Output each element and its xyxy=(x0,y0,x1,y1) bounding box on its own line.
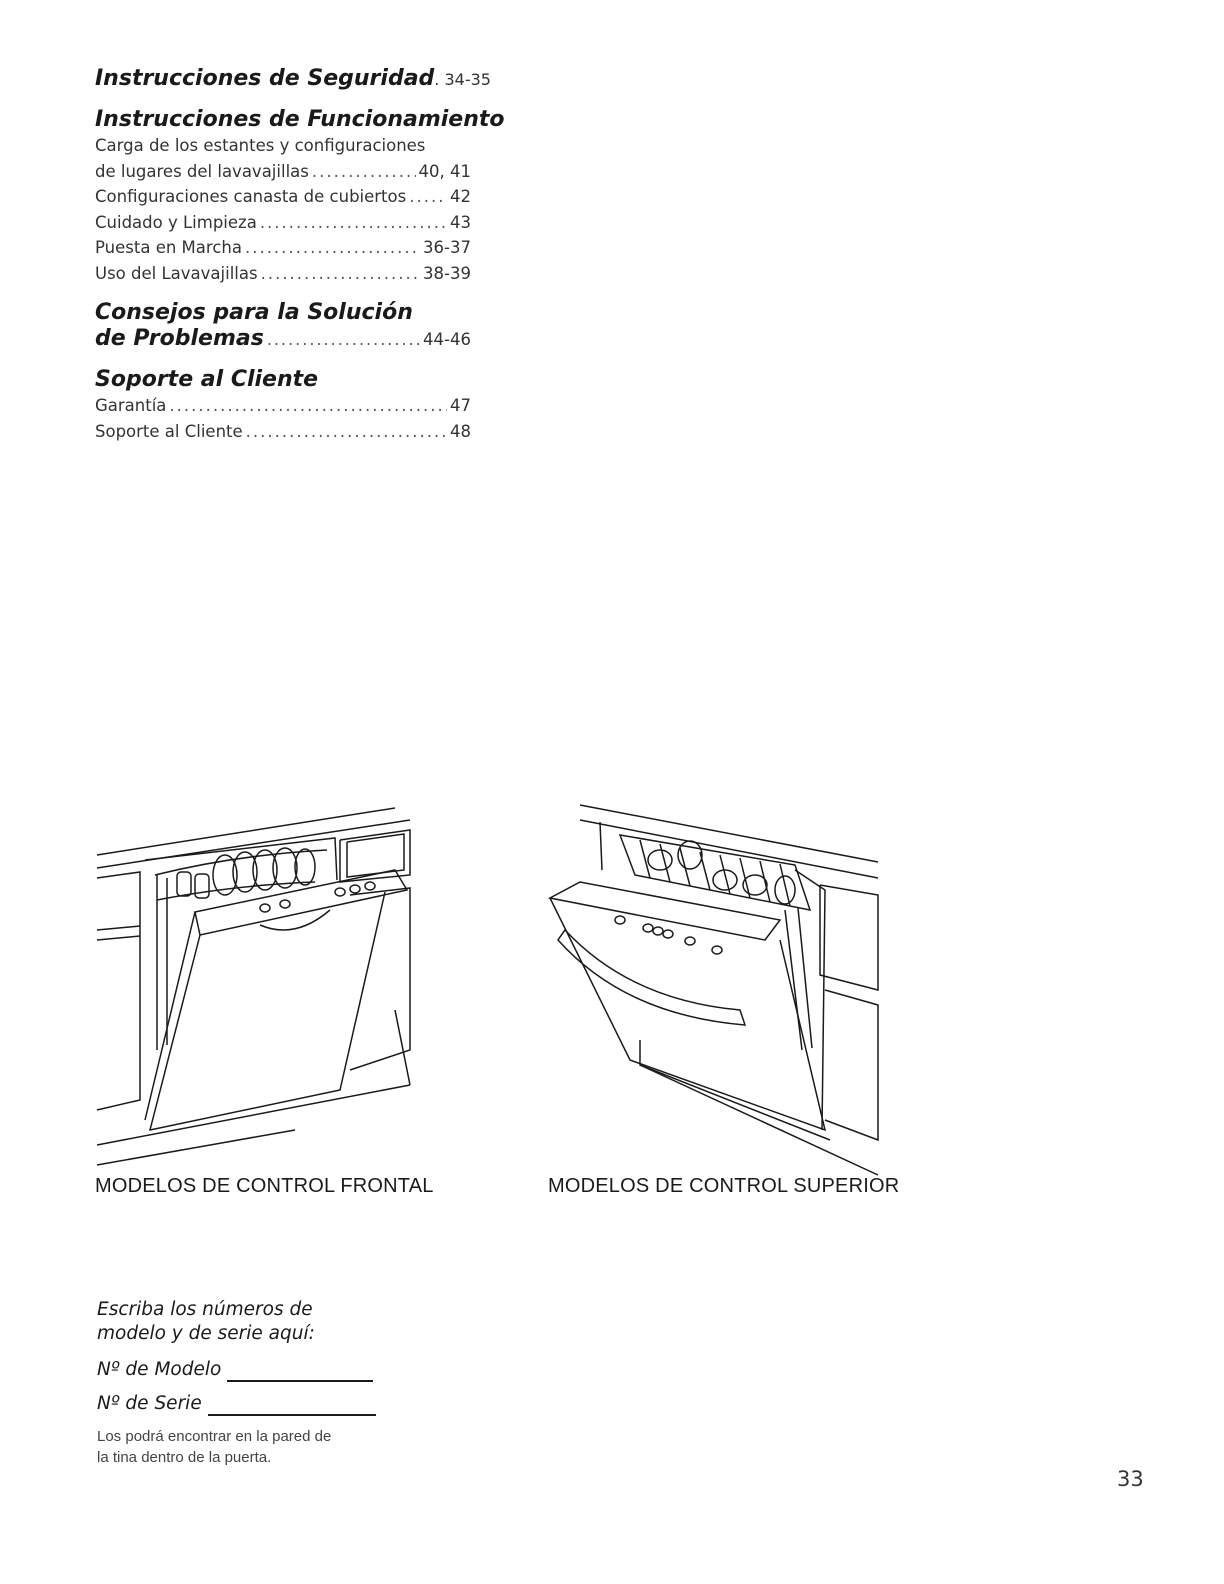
record-note xyxy=(97,1426,397,1468)
toc-heading-troubleshooting: Consejos para la Solución xyxy=(95,300,413,325)
toc-entry-label: Puesta en Marcha xyxy=(95,238,242,257)
leader-dots xyxy=(245,235,420,261)
toc-heading-safety-title: Instrucciones de Seguridad xyxy=(95,66,435,91)
record-instructions-line2: modelo y de serie aquí: xyxy=(97,1323,315,1344)
toc-entry-pages: 47 xyxy=(450,396,471,415)
table-of-contents xyxy=(95,66,505,458)
leader-dots xyxy=(409,184,447,210)
toc-entry-pages: 48 xyxy=(450,421,471,441)
record-instructions xyxy=(97,1298,397,1346)
record-note-line1: Los podrá encontrar en la pared de xyxy=(97,1428,332,1445)
page-number: 33 xyxy=(1117,1467,1144,1491)
toc-entry-label: Cuidado y Limpieza xyxy=(95,212,257,232)
toc-heading-troubleshooting-pages: 44-46 xyxy=(423,330,471,349)
leader-dots xyxy=(246,419,447,445)
leader-dots xyxy=(169,393,447,419)
toc-heading-safety-pages: 34-35 xyxy=(444,70,491,89)
top-control-caption: MODELOS DE CONTROL SUPERIOR xyxy=(548,1175,900,1197)
toc-section-operating xyxy=(95,107,505,286)
toc-entry[interactable] xyxy=(95,419,471,445)
leader-dots xyxy=(260,210,447,236)
toc-entry[interactable] xyxy=(95,210,471,236)
toc-heading-safety[interactable]: Instrucciones de Seguridad. 34-35 xyxy=(95,66,491,91)
toc-entry-label: Soporte al Cliente xyxy=(95,421,243,441)
toc-entry-label: Configuraciones canasta de cubiertos xyxy=(95,187,407,206)
toc-entry-label: Uso del Lavavajillas xyxy=(95,263,258,283)
model-number-line[interactable] xyxy=(227,1360,373,1382)
serial-number-line[interactable] xyxy=(208,1394,376,1416)
toc-entry-pages: 40, 41 xyxy=(418,161,471,181)
toc-entry-intro xyxy=(95,133,471,159)
toc-heading-support: Soporte al Cliente xyxy=(95,367,319,392)
record-instructions-line1: Escriba los números de xyxy=(97,1299,313,1320)
toc-entry-pages: 43 xyxy=(450,212,471,232)
toc-heading-operating: Instrucciones de Funcionamiento xyxy=(95,107,505,132)
toc-entry-pages: 36-37 xyxy=(423,238,471,257)
toc-entry[interactable] xyxy=(95,235,471,261)
model-number-label: Nº de Modelo xyxy=(97,1359,222,1380)
model-serial-record xyxy=(97,1298,397,1468)
front-control-dishwasher-illustration xyxy=(95,800,415,1180)
toc-entry[interactable] xyxy=(95,393,471,419)
toc-entry[interactable] xyxy=(95,184,471,210)
toc-entry-pages: 38-39 xyxy=(423,263,471,283)
toc-entry-label: Carga de los estantes y configuraciones xyxy=(95,136,426,155)
toc-heading-troubleshooting-title: de Problemas xyxy=(95,326,264,351)
leader-dots xyxy=(312,159,416,185)
leader-dots xyxy=(267,327,420,353)
toc-heading-troubleshooting-line2[interactable] xyxy=(95,326,471,353)
front-control-caption: MODELOS DE CONTROL FRONTAL xyxy=(95,1175,434,1197)
toc-section-support xyxy=(95,367,471,444)
record-note-line2: la tina dentro de la puerta. xyxy=(97,1449,272,1466)
serial-number-field[interactable] xyxy=(97,1392,397,1416)
toc-entry-label: de lugares del lavavajillas xyxy=(95,161,309,181)
model-number-field[interactable] xyxy=(97,1358,397,1382)
toc-entry-label: Garantía xyxy=(95,396,167,415)
toc-section-troubleshooting xyxy=(95,300,471,353)
toc-section-safety xyxy=(95,66,491,93)
leader-dots xyxy=(261,261,420,287)
top-control-dishwasher-illustration xyxy=(540,800,880,1180)
toc-entry[interactable] xyxy=(95,159,471,185)
toc-entry[interactable] xyxy=(95,261,471,287)
toc-entry-pages: 42 xyxy=(450,187,471,206)
serial-number-label: Nº de Serie xyxy=(97,1393,202,1414)
